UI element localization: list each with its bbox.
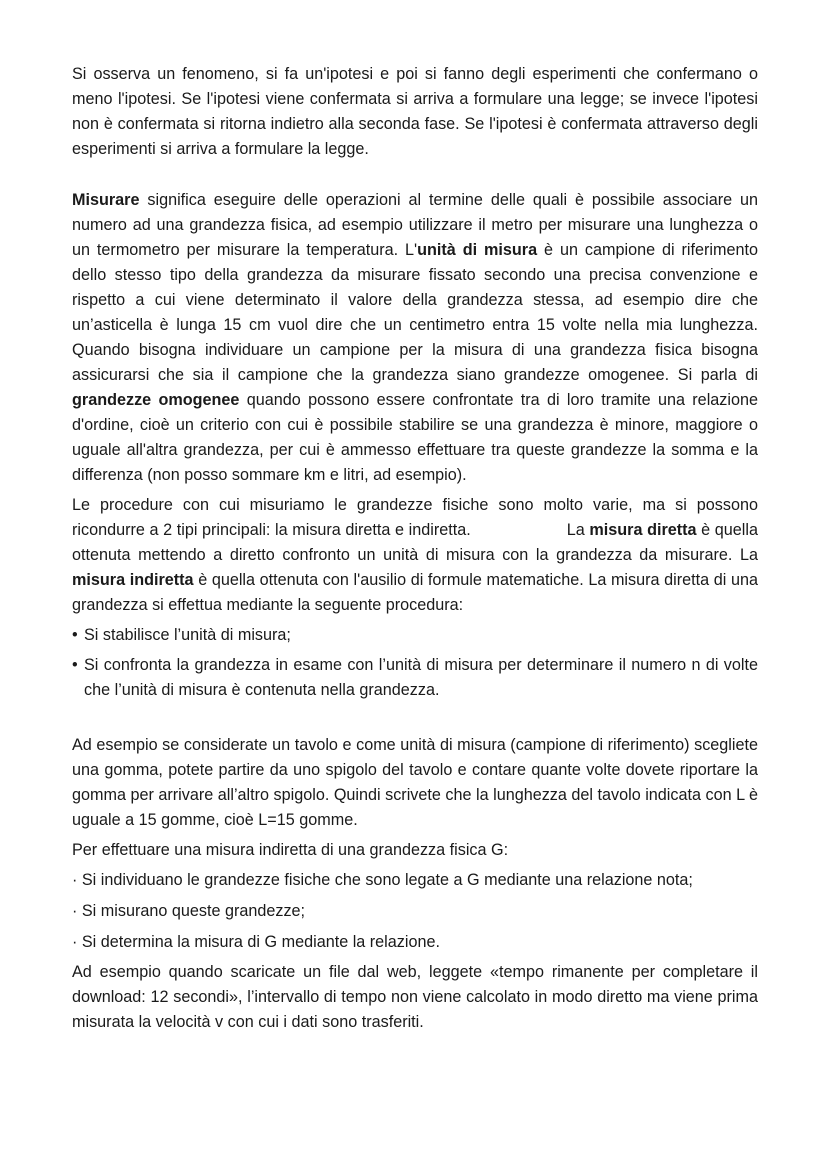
paragraph-text: quando possono essere confrontate tra di loro tramite una relazione d'ordine, cioè un criterio con cui è possibile stabilire se una grandezza è minore, maggiore o uguale all'altra grandezza, per cui è ammesso effettuare tra queste grandezze la somma e la differenza (non posso sommare km e litri, ad esempio). xyxy=(72,391,758,484)
term-grandezze-omogenee: grandezze omogenee xyxy=(72,391,240,409)
paragraph-indirect-intro: Per effettuare una misura indiretta di una grandezza fisica G: xyxy=(72,841,509,859)
paragraph-misurare xyxy=(72,188,758,488)
paragraph-text: è quella ottenuta con l'ausilio di formule matematiche. La misura diretta di una grandezza si effettua mediante la seguente procedura: xyxy=(72,571,758,614)
list-item-text: Si confronta la grandezza in esame con l’unità di misura per determinare il numero n di volte che l’unità di misura è contenuta nella grandezza. xyxy=(84,656,758,699)
step-item: · Si misurano queste grandezze; xyxy=(72,902,306,920)
paragraph-text: significa eseguire delle operazioni al termine delle quali è possibile associare un numero ad una grandezza fisica, ad esempio utilizzare il metro per misurare una lunghezza o un termometro per misurare la temperatura. L' xyxy=(72,191,758,259)
list-item-text: Si stabilisce l’unità di misura; xyxy=(84,626,291,644)
paragraph-procedure xyxy=(72,493,758,618)
paragraph-text: è un campione di riferimento dello stesso tipo della grandezza da misurare fissato secondo una precisa convenzione e rispetto a cui viene determinato il valore della grandezza stessa, ad esempio dire che un’asticella è lunga 15 cm vuol dire che un centimetro entra 15 volte nella mia lunghezza. Quando bisogna individuare un campione per la misura di una grandezza fisica bisogna assicurarsi che sia il campione che la grandezza siano grandezze omogenee. Si parla di xyxy=(72,241,758,384)
bullet-icon: • xyxy=(72,626,78,644)
spacer xyxy=(72,162,758,188)
paragraph-example-download: Ad esempio quando scaricate un file dal web, leggete «tempo rimanente per completare il download: 12 secondi», l’intervallo di tempo non viene calcolato in modo diretto ma viene prima misurata la velocità v con cui i dati sono trasferiti. xyxy=(72,963,758,1031)
paragraph-scientific-method: Si osserva un fenomeno, si fa un'ipotesi e poi si fanno degli esperimenti che confermano o meno l'ipotesi. Se l'ipotesi viene confermata si arriva a formulare una legge; se invece l'ipotesi non è confermata si ritorna indietro alla seconda fase. Se l'ipotesi è confermata attraverso degli esperimenti si arriva a formulare la legge. xyxy=(72,65,758,158)
term-misurare: Misurare xyxy=(72,191,140,209)
term-unita-di-misura: unità di misura xyxy=(417,241,538,259)
list-item xyxy=(72,653,758,703)
paragraph-example-table: Ad esempio se considerate un tavolo e come unità di misura (campione di riferimento) scegliete una gomma, potete partire da uno spigolo del tavolo e contare quante volte dovete riportare la gomma per arrivare all’altro spigolo. Quindi scrivete che la lunghezza del tavolo indicata con L è uguale a 15 gomme, cioè L=15 gomme. xyxy=(72,736,758,829)
step-item: · Si individuano le grandezze fisiche che sono legate a G mediante una relazione nota; xyxy=(72,871,693,889)
list-item xyxy=(72,623,758,648)
bullet-icon: • xyxy=(72,656,78,674)
paragraph-text: Le procedure con cui misuriamo le grandezze fisiche sono molto varie, ma si possono ricondurre a 2 tipi principali: la misura diretta e indiretta. xyxy=(72,496,758,539)
term-misura-diretta: misura diretta xyxy=(589,521,697,539)
spacer xyxy=(72,703,758,733)
term-misura-indiretta: misura indiretta xyxy=(72,571,194,589)
document-page xyxy=(72,62,758,1035)
paragraph-text: è quella ottenuta mettendo a diretto confronto un unità di misura con la grandezza da misurare. La xyxy=(72,521,758,564)
step-item: · Si determina la misura di G mediante la relazione. xyxy=(72,933,440,951)
paragraph-text: La xyxy=(566,521,590,539)
